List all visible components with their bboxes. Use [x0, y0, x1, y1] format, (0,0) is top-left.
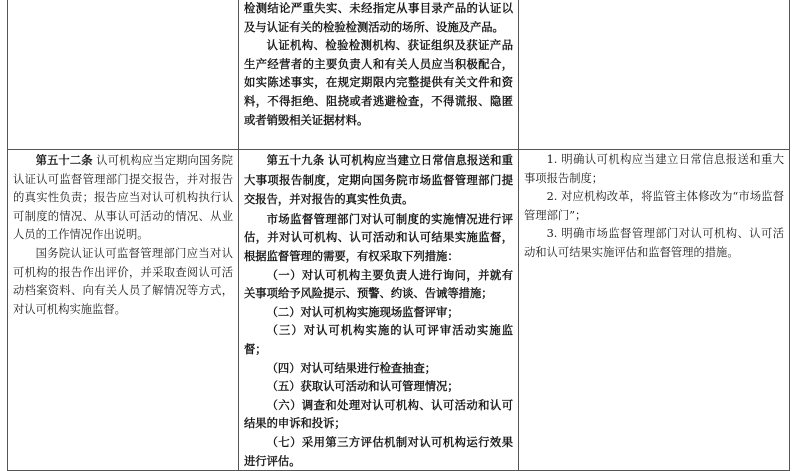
old-article-para: [13, 151, 233, 245]
article-number: 第五十二条: [35, 153, 93, 167]
list-item: （七）采用第三方评估机制对认可机构运行效果进行评估。: [244, 434, 513, 468]
note-cell: [519, 0, 790, 150]
new-text-line: 认证机构、检验检测机构、获证组织及获证产品生产经营者的主要负责人和有关人员应当积极配合，如实陈述事实，在规定期限内完整提供有关文件和资料，不得拒绝、阻挠或者逃避检查，不得谎报、隐匿或者销毁相关证据材料。: [244, 38, 513, 127]
article-text: 认可机构应当定期向国务院认证认可监督管理部门提交报告，并对报告的真实性负责；报告应当对认可机构执行认可制度的情况、从事认可活动的情况、从业人员的工作情况作出说明。: [13, 154, 233, 242]
old-text-cell: [8, 0, 239, 150]
note-item: 3. 明确市场监督管理部门对认可机构、认可活动和认可结果实施评估和监督管理的措施。: [524, 227, 784, 259]
new-text-line: 检测结论严重失实、未经指定从事目录产品的认证以及与认证有关的检验检测活动的场所、设施及产品。: [244, 1, 513, 34]
list-item: （三）对认可机构实施的认可评审活动实施监督；: [244, 323, 513, 356]
new-article-cell: [239, 150, 519, 471]
list-item: （五）获取认可活动和认可管理情况；: [266, 379, 459, 394]
note-item: 1. 明确认可机构应当建立日常信息报送和重大事项报告制度；: [524, 153, 784, 185]
table-row: [8, 0, 790, 150]
old-article-cell: [8, 150, 239, 471]
old-article-para: 国务院认证认可监督管理部门应当对认可机构的报告作出评价，并采取查阅认可活动档案资料、向有关人员了解情况等方式，对认可机构实施监督。: [13, 246, 233, 316]
comparison-table: [7, 0, 790, 471]
note-item: 2. 对应机构改革，将监管主体修改为“市场监督管理部门”；: [524, 190, 784, 222]
list-item: （一）对认可机构主要负责人进行询问，并就有关事项给予风险提示、预警、约谈、告诫等措施；: [244, 267, 513, 301]
article-text: 认可机构应当建立日常信息报送和重大事项报告制度，定期向国务院市场监督管理部门提交报告，并对报告的真实性负责。: [244, 153, 513, 207]
article-number: 第五十九条: [266, 153, 325, 167]
new-text-cell: [239, 0, 519, 150]
list-item: （四）对认可结果进行检查抽查；: [266, 360, 437, 375]
table-row: [8, 150, 790, 471]
new-article-para: [244, 151, 513, 210]
new-article-para: 市场监督管理部门对认可制度的实施情况进行评估，并对认可机构、认可活动和认可结果实施监督，根据监督管理的需要，有权采取下列措施：: [244, 211, 513, 263]
list-item: （六）调查和处理对认可机构、认可活动和认可结果的申诉和投诉；: [244, 397, 513, 431]
notes-cell: [519, 150, 790, 471]
list-item: （二）对认可机构实施现场监督评审；: [266, 304, 459, 319]
